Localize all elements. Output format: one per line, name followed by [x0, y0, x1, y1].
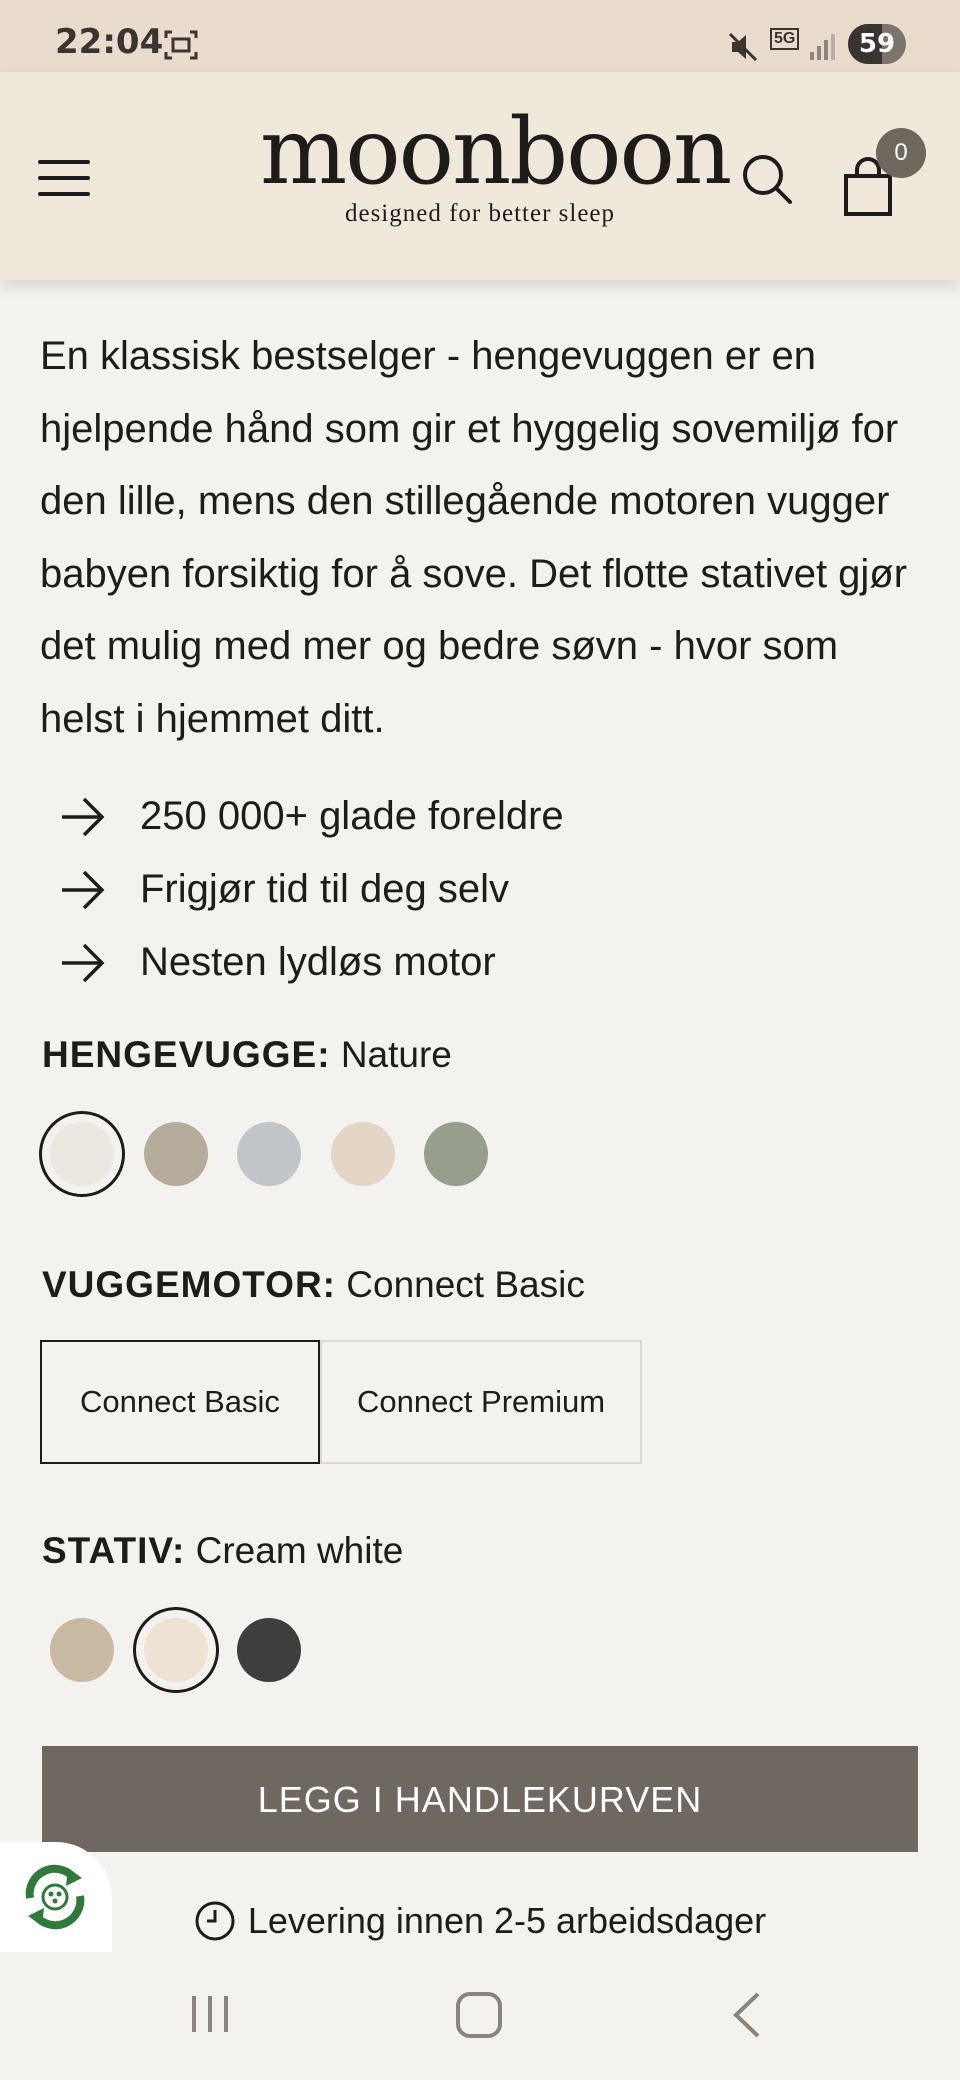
option-name: VUGGEMOTOR:	[42, 1264, 336, 1305]
clock-icon	[194, 1900, 236, 1942]
menu-button[interactable]	[38, 160, 90, 198]
site-logo[interactable]	[260, 98, 731, 228]
menu-icon	[38, 160, 90, 196]
site-header	[0, 72, 960, 280]
cart-count-badge: 0	[876, 128, 926, 178]
status-bar	[0, 0, 960, 72]
option-value: Cream white	[195, 1530, 404, 1571]
search-icon	[738, 150, 798, 210]
5g-icon: 5G	[770, 28, 799, 50]
status-time: 22:04	[55, 22, 164, 62]
hengevugge-swatch[interactable]	[237, 1122, 301, 1186]
logo-tagline: designed for better sleep	[344, 200, 616, 227]
stativ-swatch[interactable]	[237, 1618, 301, 1682]
hengevugge-swatch[interactable]	[144, 1122, 208, 1186]
feature-item	[60, 853, 920, 926]
hengevugge-swatch[interactable]	[50, 1122, 114, 1186]
feature-text: Nesten lydløs motor	[140, 940, 496, 984]
add-to-cart-button[interactable]: LEGG I HANDLEKURVEN	[42, 1746, 918, 1852]
delivery-info	[0, 1900, 960, 1942]
vuggemotor-option-label	[42, 1264, 585, 1306]
stativ-swatch[interactable]	[50, 1618, 114, 1682]
motor-option-connect-premium[interactable]: Connect Premium	[320, 1340, 642, 1464]
cart-button[interactable]	[840, 136, 920, 226]
logo-wordmark: moonboon	[260, 98, 731, 205]
mute-icon	[726, 30, 760, 64]
search-button[interactable]	[738, 150, 798, 210]
option-value: Nature	[340, 1034, 452, 1075]
feature-text: 250 000+ glade foreldre	[140, 794, 564, 838]
home-icon[interactable]	[454, 1990, 504, 2040]
option-value: Connect Basic	[346, 1264, 585, 1305]
option-name: STATIV:	[42, 1530, 186, 1571]
screenshot-icon	[164, 30, 198, 60]
feature-item	[60, 780, 920, 853]
feature-list	[60, 780, 920, 999]
motor-option-connect-basic[interactable]: Connect Basic	[40, 1340, 320, 1464]
arrow-right-icon	[60, 797, 106, 837]
product-description: En klassisk bestselger - hengevuggen er en hjelpende hånd som gir et hyggelig sovemiljø for den lille, mens den stillegående motoren vugger babyen forsiktig for å sove. Det flotte stativet gjør det mulig med mer og bedre søvn - hvor som helst i hjemmet ditt.	[40, 334, 908, 741]
option-name: HENGEVUGGE:	[42, 1034, 331, 1075]
hengevugge-swatch[interactable]	[424, 1122, 488, 1186]
feature-text: Frigjør tid til deg selv	[140, 867, 509, 911]
hengevugge-option-label	[42, 1034, 452, 1076]
back-icon[interactable]	[728, 1990, 768, 2040]
system-nav-bar	[0, 1960, 960, 2080]
signal-icon	[808, 32, 838, 60]
hengevugge-swatch[interactable]	[331, 1122, 395, 1186]
feature-item	[60, 926, 920, 999]
stativ-option-label	[42, 1530, 403, 1572]
recents-icon[interactable]	[188, 1992, 232, 2036]
arrow-right-icon	[60, 870, 106, 910]
battery-icon	[848, 24, 906, 64]
delivery-text: Levering innen 2-5 arbeidsdager	[247, 1900, 767, 1941]
arrow-right-icon	[60, 943, 106, 983]
battery-level: 59	[858, 29, 896, 59]
stativ-swatch[interactable]	[144, 1618, 208, 1682]
